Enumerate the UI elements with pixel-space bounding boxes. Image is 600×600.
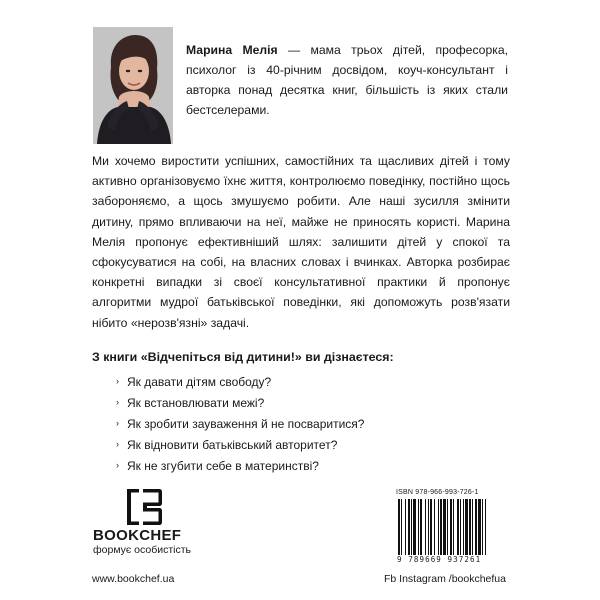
publisher-tagline: формує особистість xyxy=(93,544,192,556)
barcode-bar xyxy=(447,499,448,555)
list-item-text: Як встановлювати межі? xyxy=(127,395,265,410)
barcode-bar xyxy=(413,499,416,555)
book-description: Ми хочемо виростити успішних, самостійних та щасливих дітей і тому активно організовуємо їхнє життя, контролюємо поведінку, постійно щось забороняємо, а щось змушуємо робити. Але наші зусилля змінити дитину, прямо впливаючи на неї, майже не приносять користі. Марина Мелія пропонує ефективніший шлях: залишити дітей у спокої та сфокусуватися на собі, на власних словах і вчинках. Авторка розбирає конкретні випадки зі своєї консультативної практики й пропонує алгоритми мудрої батьківської поведінки, які допоможуть розв'язати нібито «нерозв'язні» задачі. xyxy=(92,154,510,330)
list-item xyxy=(113,434,493,455)
barcode-bar xyxy=(475,499,477,555)
barcode-digits: 9 789669 937261 xyxy=(397,555,482,564)
publisher-website[interactable]: www.bookchef.ua xyxy=(92,573,175,585)
barcode-bar xyxy=(460,499,461,555)
barcode-bar xyxy=(485,499,486,555)
barcode-bar xyxy=(420,499,422,555)
barcode xyxy=(398,499,510,555)
author-bio-text: — мама трьох дітей, професорка, психолог із 40-річним досвідом, коуч-консультант і авторка понад десятка книг, більшість із яких стали бестселерами. xyxy=(186,43,508,117)
list-item xyxy=(113,371,493,392)
bullet-arrow-icon: › xyxy=(116,376,119,386)
isbn-label: ISBN 978-966-993-726-1 xyxy=(396,489,479,496)
bullet-arrow-icon: › xyxy=(116,418,119,428)
list-item-text: Як не згубити себе в материнстві? xyxy=(127,458,319,473)
barcode-bar xyxy=(472,499,473,555)
list-item-text: Як відновити батьківський авторитет? xyxy=(127,437,338,452)
author-bio xyxy=(186,40,508,120)
barcode-bar xyxy=(482,499,483,555)
publisher-name: BOOKCHEF xyxy=(93,527,182,544)
barcode-bar xyxy=(398,499,400,555)
list-item-text: Як давати дітям свободу? xyxy=(127,374,272,389)
learn-heading: З книги «Відчепіться від дитини!» ви дізнаєтеся: xyxy=(92,350,394,364)
bullet-arrow-icon: › xyxy=(116,397,119,407)
barcode-bar xyxy=(405,499,406,555)
barcode-bar xyxy=(425,499,426,555)
list-item xyxy=(113,413,493,434)
list-item xyxy=(113,392,493,413)
barcode-bar xyxy=(450,499,452,555)
barcode-bar xyxy=(428,499,429,555)
barcode-bar xyxy=(443,499,446,555)
barcode-bar xyxy=(434,499,435,555)
barcode-bar xyxy=(453,499,454,555)
barcode-bar xyxy=(457,499,459,555)
barcode-bar xyxy=(411,499,412,555)
author-photo xyxy=(93,27,173,144)
barcode-bar xyxy=(401,499,402,555)
bullet-arrow-icon: › xyxy=(116,439,119,449)
barcode-bar xyxy=(469,499,471,555)
bullet-arrow-icon: › xyxy=(116,460,119,470)
barcode-bar xyxy=(465,499,468,555)
barcode-bar xyxy=(440,499,442,555)
learn-list xyxy=(113,371,493,476)
bookchef-logo-icon xyxy=(123,486,165,528)
barcode-bar xyxy=(418,499,419,555)
barcode-bar xyxy=(438,499,439,555)
barcode-bar xyxy=(408,499,410,555)
list-item xyxy=(113,455,493,476)
barcode-bar xyxy=(463,499,464,555)
author-portrait-image xyxy=(93,27,173,144)
barcode-bar xyxy=(478,499,481,555)
author-name: Марина Мелія xyxy=(186,43,278,57)
list-item-text: Як зробити зауваження й не посваритися? xyxy=(127,416,365,431)
barcode-bar xyxy=(430,499,432,555)
publisher-social[interactable]: Fb Instagram /bookchefua xyxy=(384,573,506,585)
